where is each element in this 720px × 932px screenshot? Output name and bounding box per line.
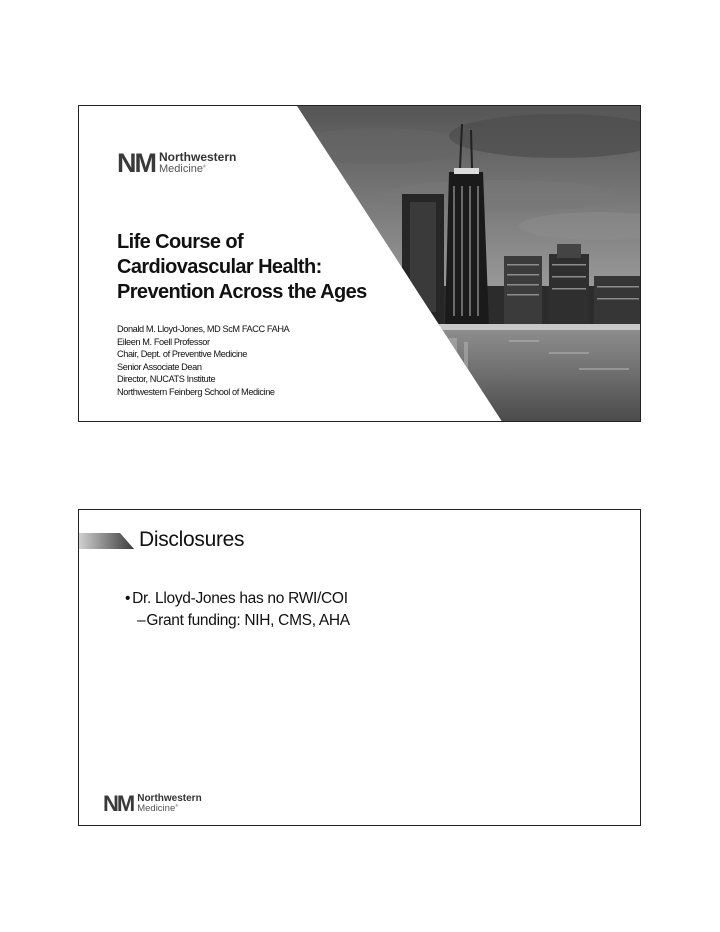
logo-wordmark-line1: Northwestern bbox=[137, 792, 202, 804]
disclosure-list bbox=[125, 588, 350, 632]
logo-wordmark-line2: Medicine bbox=[137, 803, 176, 815]
author-affiliation-line: Northwestern Feinberg School of Medicine bbox=[117, 386, 275, 397]
northwestern-medicine-logo bbox=[117, 148, 236, 179]
northwestern-medicine-logo bbox=[103, 791, 202, 817]
author-affiliation-line: Eileen M. Foell Professor bbox=[117, 336, 210, 347]
slide-title: Disclosures bbox=[139, 528, 245, 551]
title-line: Cardiovascular Health: bbox=[117, 256, 322, 278]
nm-monogram-icon: NM bbox=[103, 791, 134, 816]
author-affiliation-line: Director, NUCATS Institute bbox=[117, 374, 216, 385]
nm-monogram-icon: NM bbox=[117, 148, 155, 178]
title-slide bbox=[78, 105, 641, 422]
author-name: Donald M. Lloyd-Jones, MD ScM FACC FAHA bbox=[117, 324, 290, 334]
logo-wordmark-line2: Medicine bbox=[159, 163, 204, 176]
header-accent-bar bbox=[79, 533, 134, 549]
disclosures-slide bbox=[78, 509, 641, 826]
presentation-title bbox=[117, 230, 367, 305]
title-line: Prevention Across the Ages bbox=[117, 281, 367, 303]
registered-mark: ® bbox=[203, 163, 206, 169]
bullet-item: • Dr. Lloyd-Jones has no RWI/COI bbox=[125, 588, 350, 610]
registered-mark: ® bbox=[175, 803, 179, 809]
logo-wordmark-line1: Northwestern bbox=[159, 150, 237, 165]
sub-bullet-item: – Grant funding: NIH, CMS, AHA bbox=[125, 610, 350, 632]
title-line: Life Course of bbox=[117, 231, 244, 253]
author-affiliation-line: Chair, Dept. of Preventive Medicine bbox=[117, 349, 248, 360]
author-info bbox=[117, 323, 289, 399]
author-affiliation-line: Senior Associate Dean bbox=[117, 361, 202, 372]
